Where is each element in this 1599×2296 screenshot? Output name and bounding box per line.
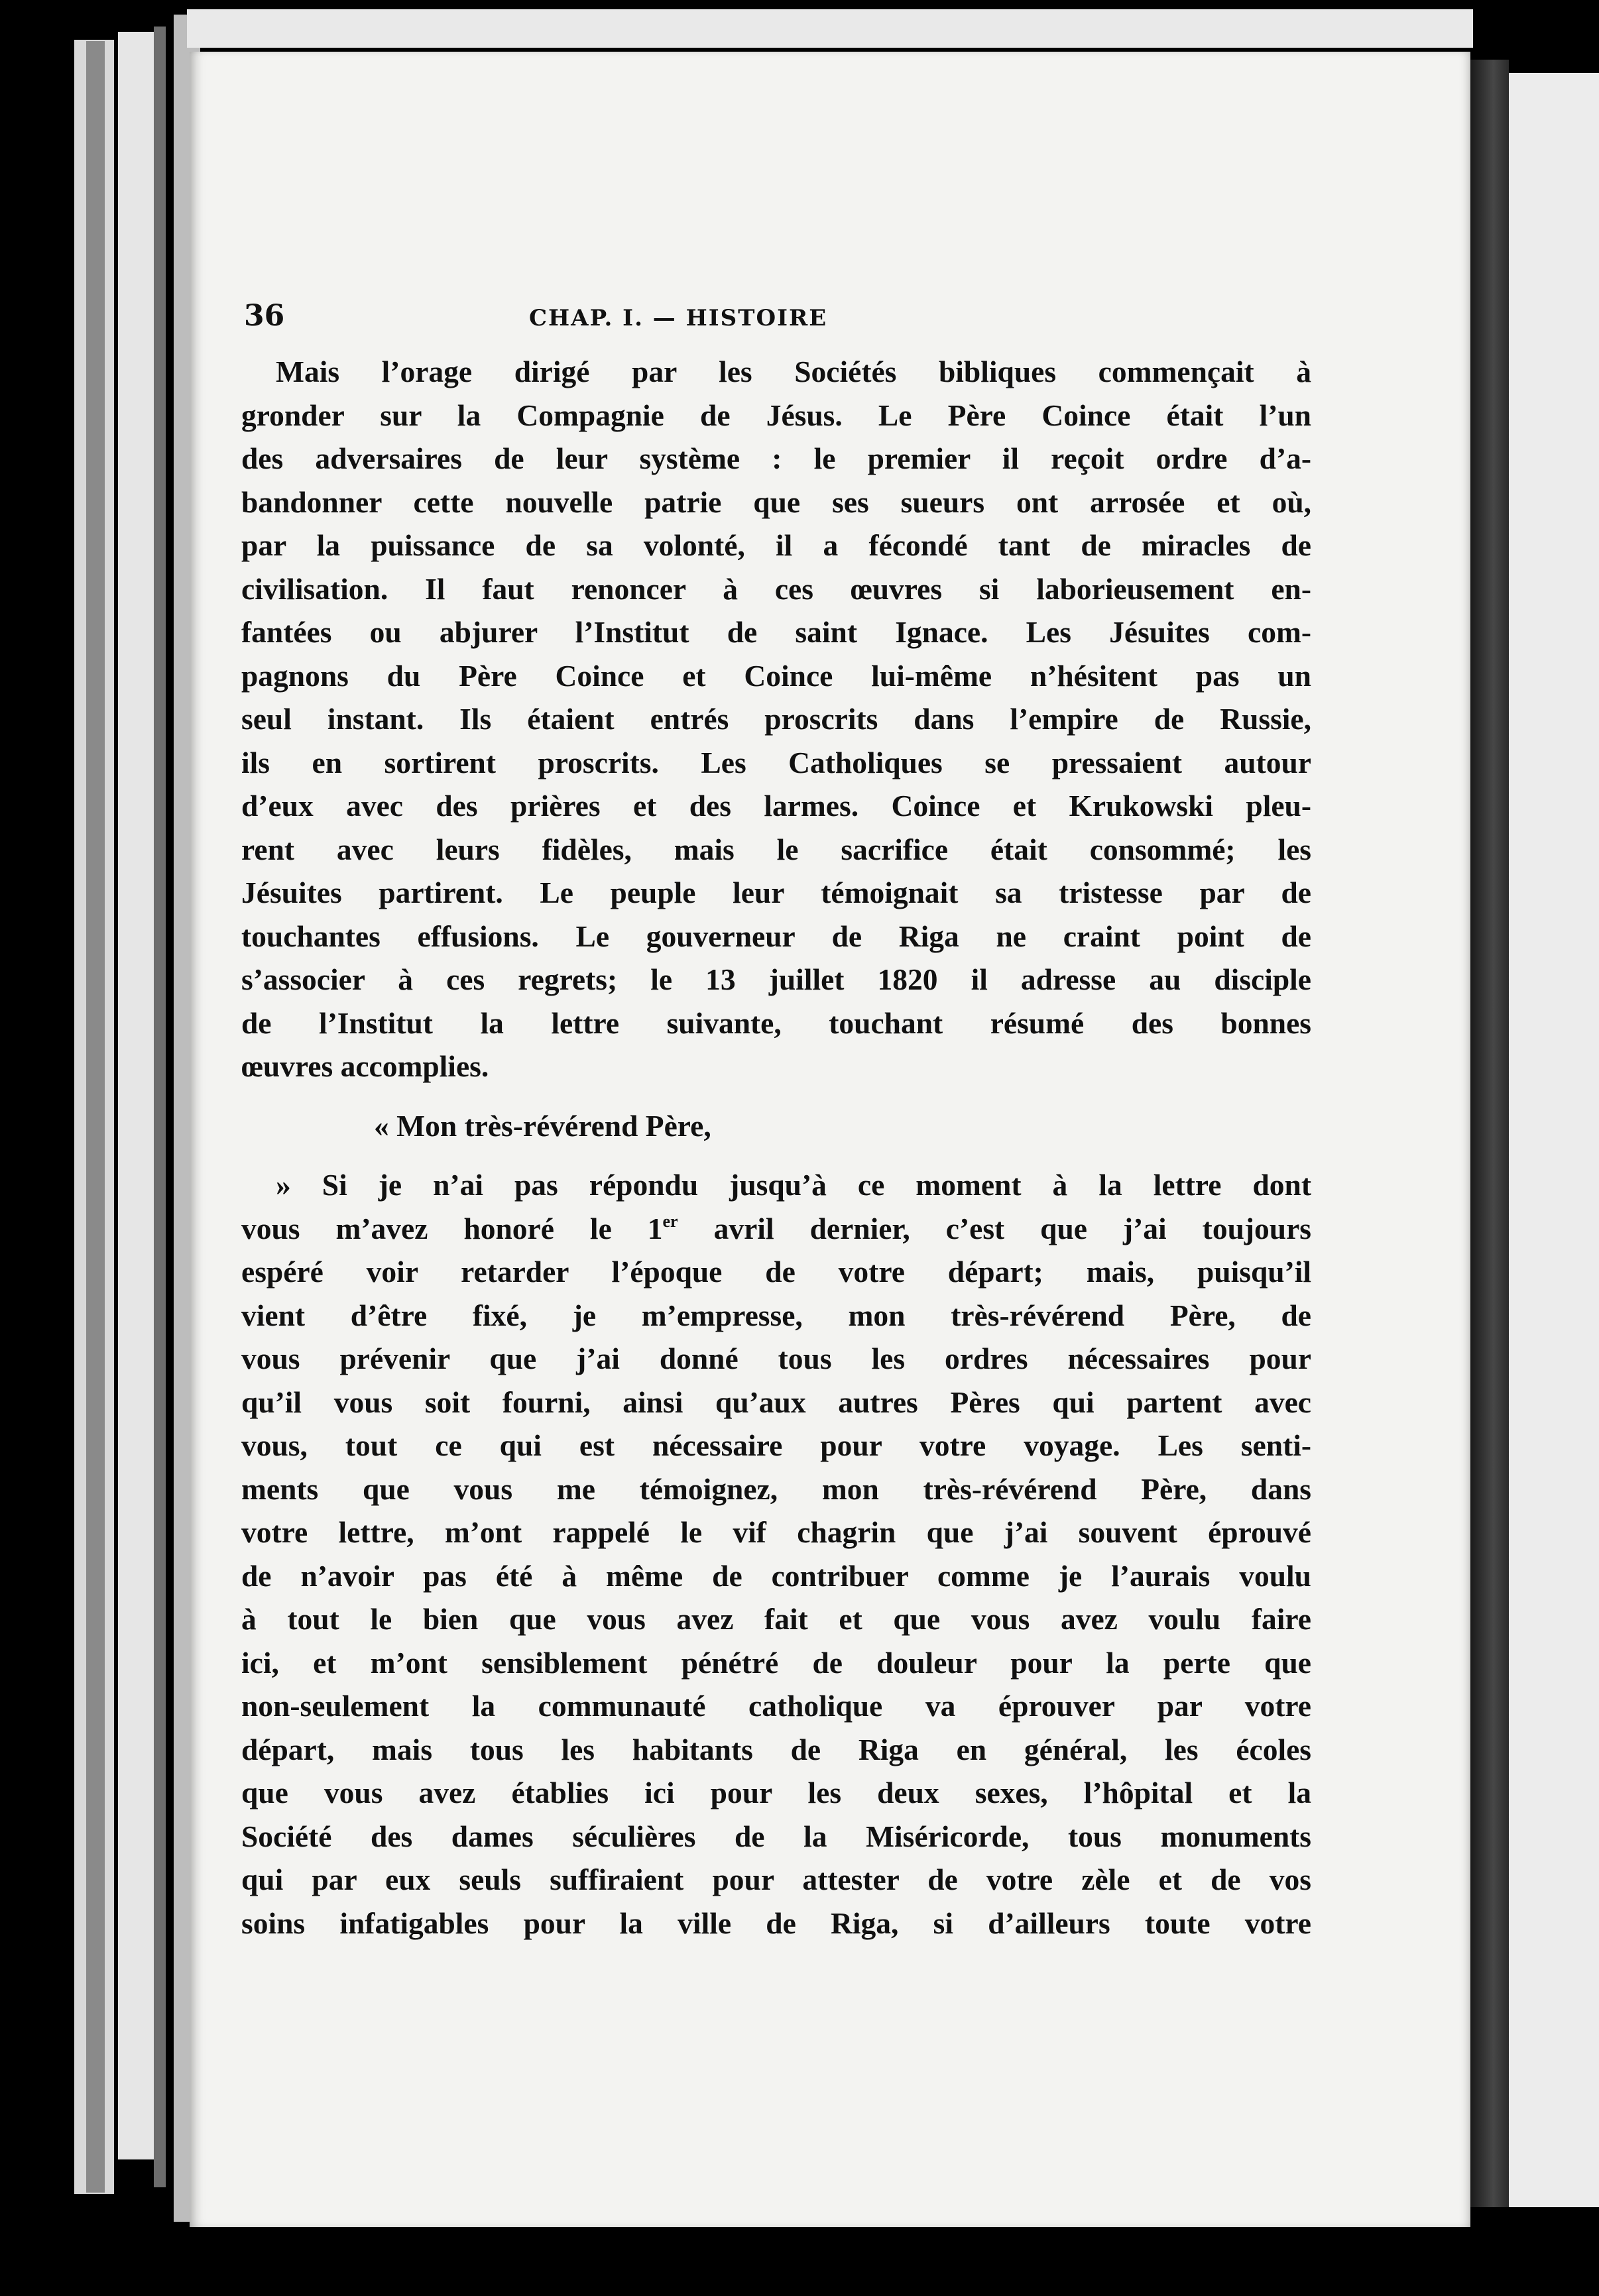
text-line: gronder sur la Compagnie de Jésus. Le Père Coince était l’un [241,398,1311,432]
text-line: bandonner cette nouvelle patrie que ses sueurs ont arrosée et où, [241,485,1311,519]
page-edge-shadow [154,27,166,2187]
text-line: Jésuites partirent. Le peuple leur témoignait sa tristesse par de [241,876,1311,909]
page-body [241,350,1311,1945]
letter-body [241,1163,1311,1945]
text-line: vient d’être fixé, je m’empresse, mon très-révérend Père, de [241,1298,1311,1332]
paragraph-gap [241,1147,1311,1163]
facing-page-edge [1509,73,1599,2207]
text-line: qu’il vous soit fourni, ainsi qu’aux autres Pères qui partent avec [241,1385,1311,1419]
page-header [244,300,1310,333]
text-line: par la puissance de sa volonté, il a fécondé tant de miracles de [241,528,1311,562]
text-line: seul instant. Ils étaient entrés proscrits dans l’empire de Russie, [241,702,1311,736]
text-line: d’eux avec des prières et des larmes. Coince et Krukowski pleu- [241,789,1311,823]
text-line: ici, et m’ont sensiblement pénétré de douleur pour la perte que [241,1645,1311,1680]
text-line: s’associer à ces regrets; le 13 juillet 1820 il adresse au disciple [241,962,1311,996]
paragraph-gap [241,1088,1311,1104]
text-line: Mais l’orage dirigé par les Sociétés bibliques commençait à [276,355,1311,388]
text-fragment: vous m’avez honoré le 1 [241,1211,663,1245]
text-line: de l’Institut la lettre suivante, touchant résumé des bonnes [241,1005,1311,1040]
text-line: de n’avoir pas été à même de contribuer comme je l’aurais voulu [241,1558,1311,1593]
text-line: soins infatigables pour la ville de Riga, si d’ailleurs toute votre [241,1906,1311,1940]
text-line: œuvres accomplies. [241,1049,489,1083]
text-line-with-superscript [241,1207,1311,1251]
page-number: 36 [244,299,285,333]
text-line: ments que vous me témoignez, mon très-révérend Père, dans [241,1471,1311,1506]
text-line: vous prévenir que j’ai donné tous les ordres nécessaires pour [241,1342,1311,1375]
text-line: rent avec leurs fidèles, mais le sacrifice était consommé; les [241,832,1311,866]
text-fragment: avril dernier, c’est que j’ai toujours [678,1211,1311,1245]
text-line: civilisation. Il faut renoncer à ces œuvres si laborieusement en- [241,571,1311,606]
text-line: qui par eux seuls suffiraient pour attester de votre zèle et de vos [241,1863,1311,1896]
text-line: votre lettre, m’ont rappelé le vif chagrin que j’ai souvent éprouvé [241,1515,1311,1549]
running-head: CHAP. I. — HISTOIRE [529,305,828,331]
text-line: départ, mais tous les habitants de Riga en général, les écoles [241,1732,1311,1766]
page-edge-top [187,9,1473,48]
letter-salutation: « Mon très-révérend Père, [374,1108,711,1143]
text-line: non-seulement la communauté catholique va éprouver par votre [241,1689,1311,1723]
ordinal-superscript: er [662,1211,678,1231]
text-line: pagnons du Père Coince et Coince lui-même n’hésitent pas un [241,658,1311,693]
text-line: à tout le bien que vous avez fait et que vous avez voulu faire [241,1602,1311,1636]
text-line: ils en sortirent proscrits. Les Catholiques se pressaient autour [241,745,1311,779]
book-gutter [1470,60,1509,2207]
page-edge-shadow [86,41,105,2193]
text-line: fantées ou abjurer l’Institut de saint Ignace. Les Jésuites com- [241,615,1311,649]
text-line: espéré voir retarder l’époque de votre départ; mais, puisqu’il [241,1255,1311,1289]
text-line: touchantes effusions. Le gouverneur de Riga ne craint point de [241,919,1311,953]
text-line: vous, tout ce qui est nécessaire pour votre voyage. Les senti- [241,1428,1311,1462]
text-line: des adversaires de leur système : le premier il reçoit ordre d’a- [241,441,1311,475]
text-line: Société des dames séculières de la Miséricorde, tous monuments [241,1819,1311,1853]
text-line: que vous avez établies ici pour les deux sexes, l’hôpital et la [241,1776,1311,1809]
paragraph-1 [241,350,1311,1088]
text-line: » Si je n’ai pas répondu jusqu’à ce moment à la lettre dont [276,1168,1311,1202]
